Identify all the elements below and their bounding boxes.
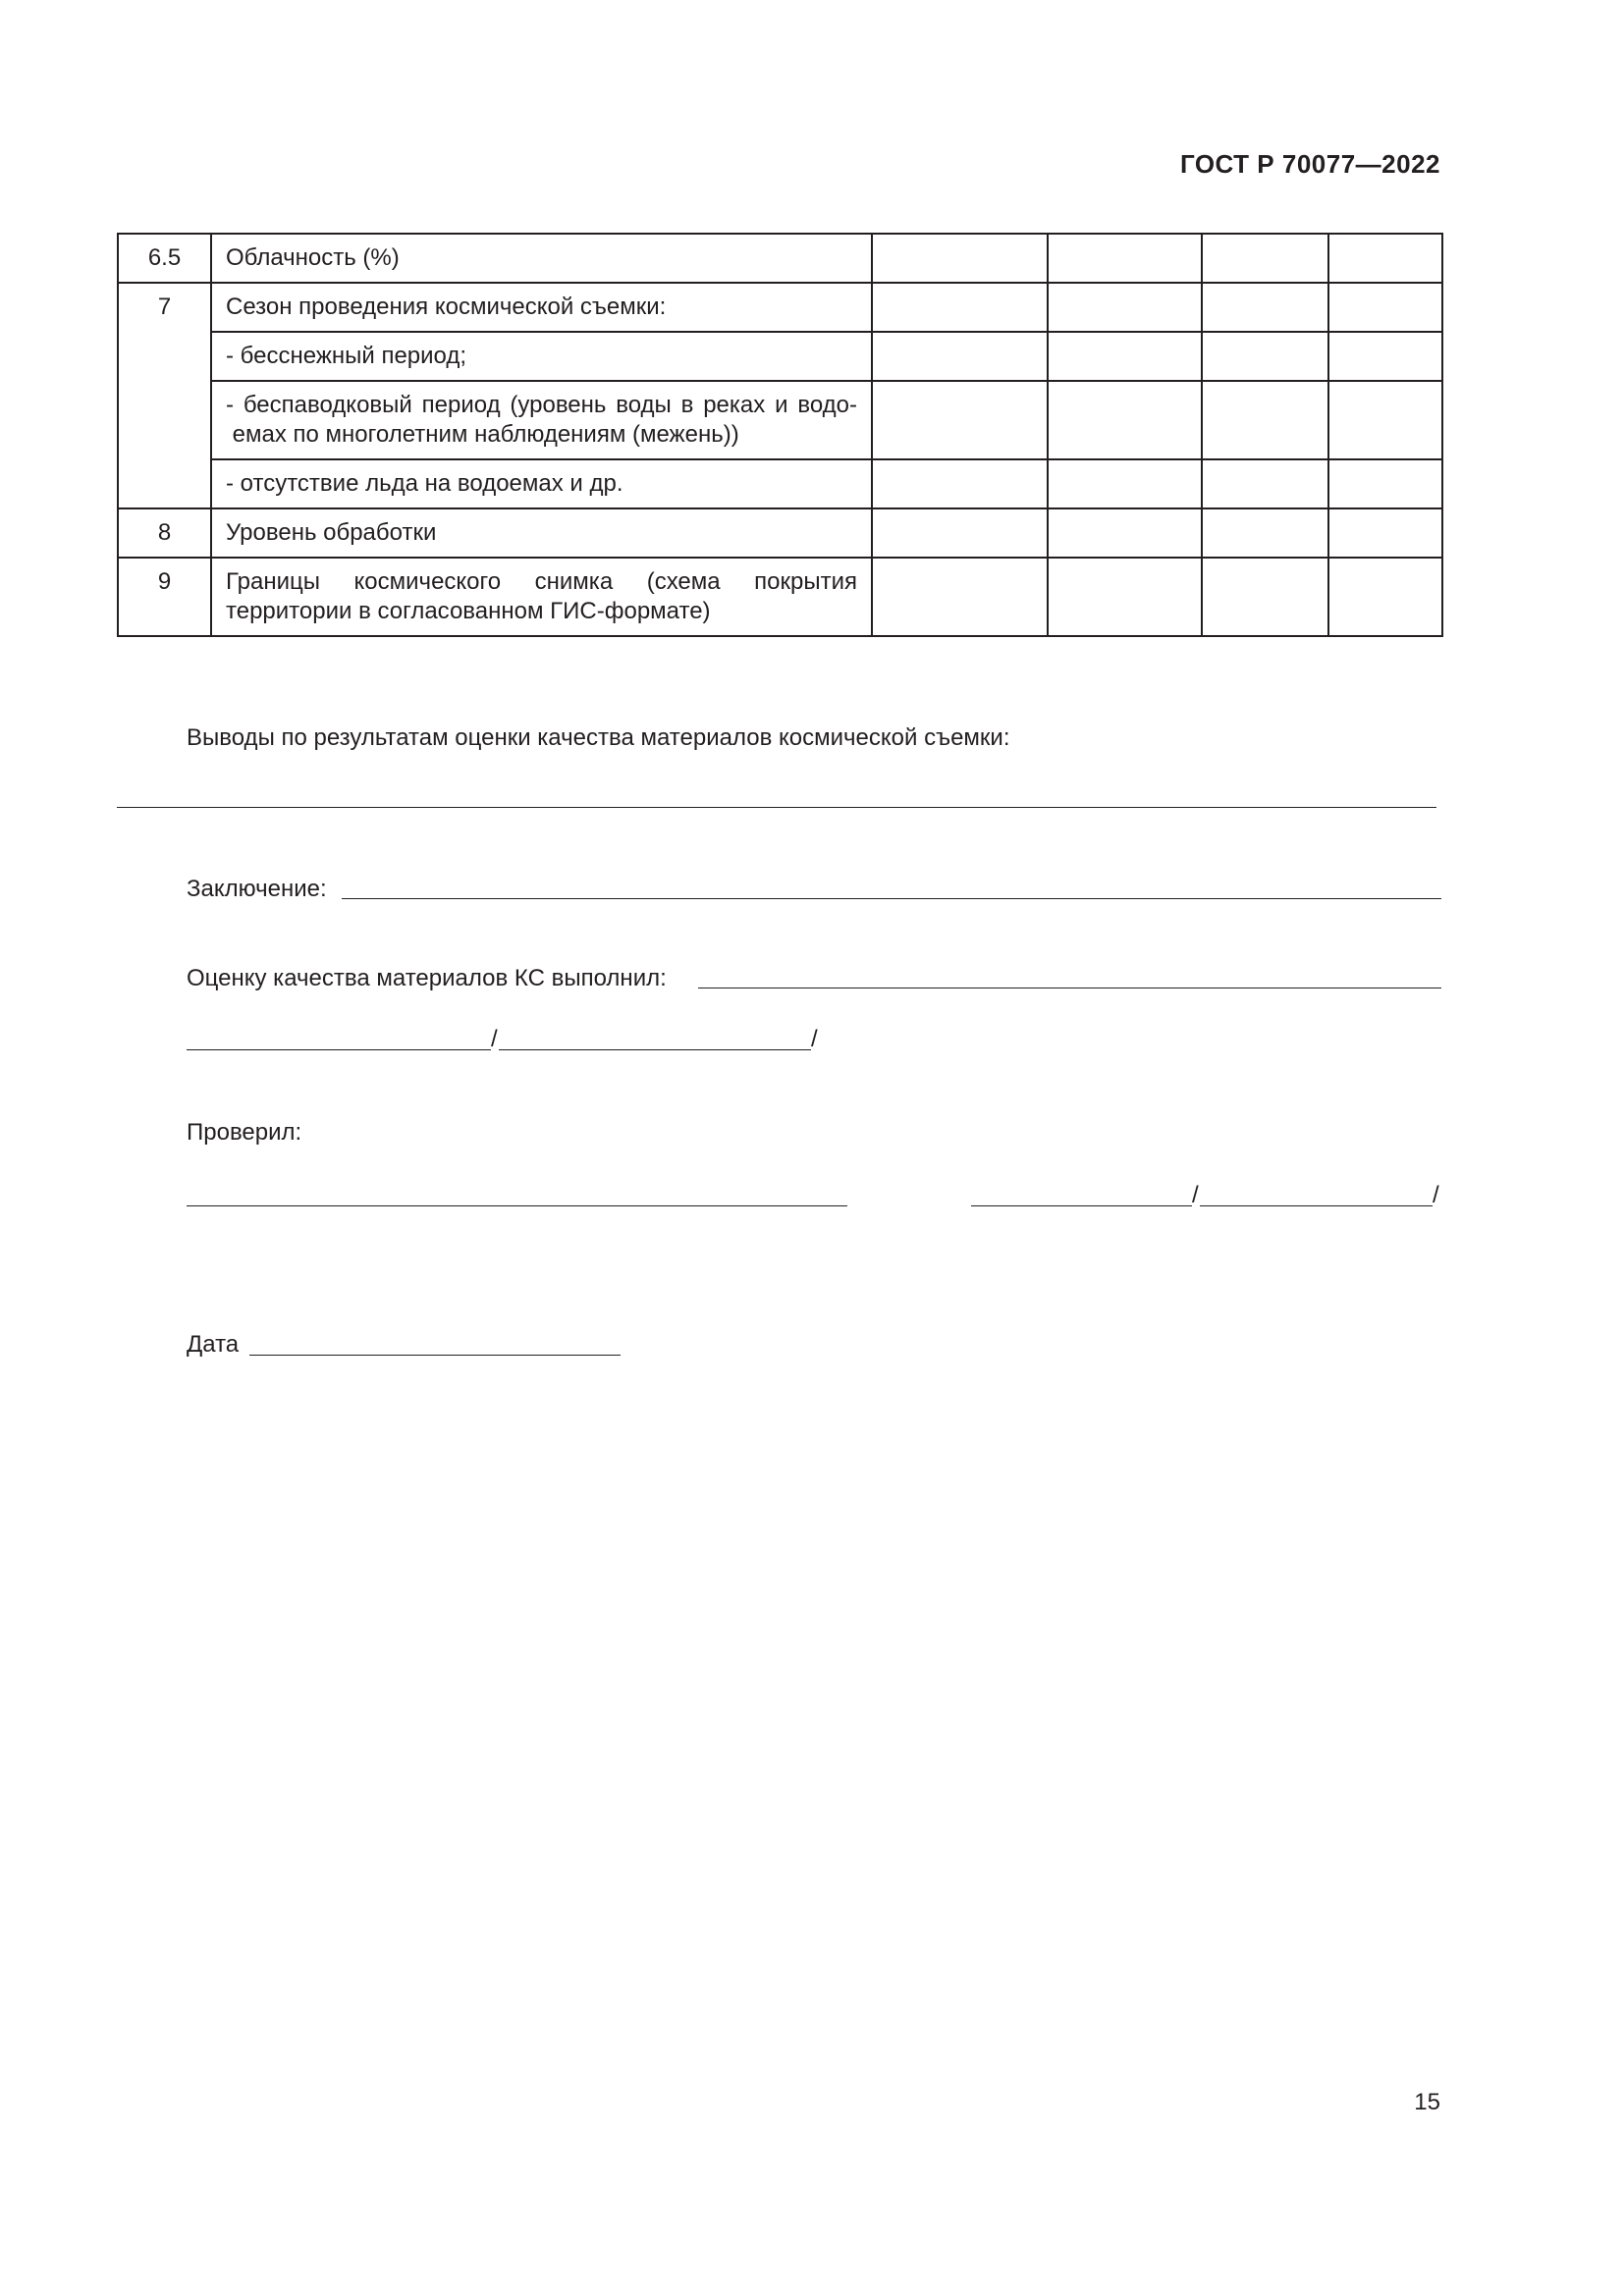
row-criterion: Границы космического снимка (схема покрытия территории в согласованном ГИС-формате) — [211, 558, 872, 636]
value-cell — [1048, 508, 1202, 558]
value-cell — [1048, 283, 1202, 332]
conclusion-line — [342, 898, 1441, 899]
row-criterion: Сезон проведения космической съемки: — [211, 283, 872, 332]
criteria-table — [117, 233, 1443, 637]
value-cell — [1328, 558, 1442, 636]
conclusion-label: Заключение: — [187, 876, 327, 902]
table-row — [118, 234, 1442, 283]
value-cell — [1048, 332, 1202, 381]
value-cell — [872, 283, 1048, 332]
row-number: 9 — [118, 558, 211, 636]
value-cell — [1328, 283, 1442, 332]
value-cell — [1202, 332, 1328, 381]
row-number: 6.5 — [118, 234, 211, 283]
table-row — [118, 332, 1442, 381]
checker-name-line — [1200, 1205, 1433, 1206]
value-cell — [1048, 459, 1202, 508]
signature-line — [187, 1049, 491, 1050]
value-cell — [1202, 459, 1328, 508]
conclusions-line — [117, 807, 1436, 808]
separator-slash: / — [811, 1026, 818, 1052]
value-cell — [1202, 558, 1328, 636]
page-number: 15 — [1414, 2089, 1440, 2115]
value-cell — [872, 332, 1048, 381]
value-cell — [1202, 508, 1328, 558]
table-row — [118, 508, 1442, 558]
value-cell — [1328, 381, 1442, 459]
value-cell — [872, 508, 1048, 558]
value-cell — [1048, 381, 1202, 459]
row-criterion: Уровень обработки — [211, 508, 872, 558]
value-cell — [1328, 332, 1442, 381]
value-cell — [1328, 234, 1442, 283]
conclusions-label: Выводы по результатам оценки качества материалов космической съемки: — [187, 724, 1010, 751]
row-criterion: - бесснежный период; — [211, 332, 872, 381]
value-cell — [1202, 381, 1328, 459]
value-cell — [1328, 459, 1442, 508]
value-cell — [1328, 508, 1442, 558]
value-cell — [1048, 234, 1202, 283]
value-cell — [1048, 558, 1202, 636]
value-cell — [872, 234, 1048, 283]
value-cell — [1202, 234, 1328, 283]
name-line — [499, 1049, 811, 1050]
date-line — [249, 1355, 621, 1356]
date-label: Дата — [187, 1331, 240, 1358]
row-criterion: - беспаводковый период (уровень воды в реках и водо- емах по многолетним наблюдениям (межень)) — [211, 381, 872, 459]
table-row — [118, 558, 1442, 636]
checker-signature-line — [971, 1205, 1192, 1206]
checked-by-line — [187, 1205, 847, 1206]
performed-by-label: Оценку качества материалов КС выполнил: — [187, 965, 667, 991]
value-cell — [872, 558, 1048, 636]
row-number: 8 — [118, 508, 211, 558]
table-row — [118, 283, 1442, 332]
row-criterion: Облачность (%) — [211, 234, 872, 283]
value-cell — [872, 381, 1048, 459]
table-row — [118, 459, 1442, 508]
separator-slash: / — [1192, 1182, 1199, 1208]
separator-slash: / — [491, 1026, 498, 1052]
checked-by-label: Проверил: — [187, 1119, 302, 1146]
row-number: 7 — [118, 283, 211, 508]
row-criterion: - отсутствие льда на водоемах и др. — [211, 459, 872, 508]
table-row — [118, 381, 1442, 459]
document-id-header: ГОСТ Р 70077—2022 — [1179, 149, 1440, 179]
value-cell — [872, 459, 1048, 508]
value-cell — [1202, 283, 1328, 332]
separator-slash: / — [1433, 1182, 1439, 1208]
